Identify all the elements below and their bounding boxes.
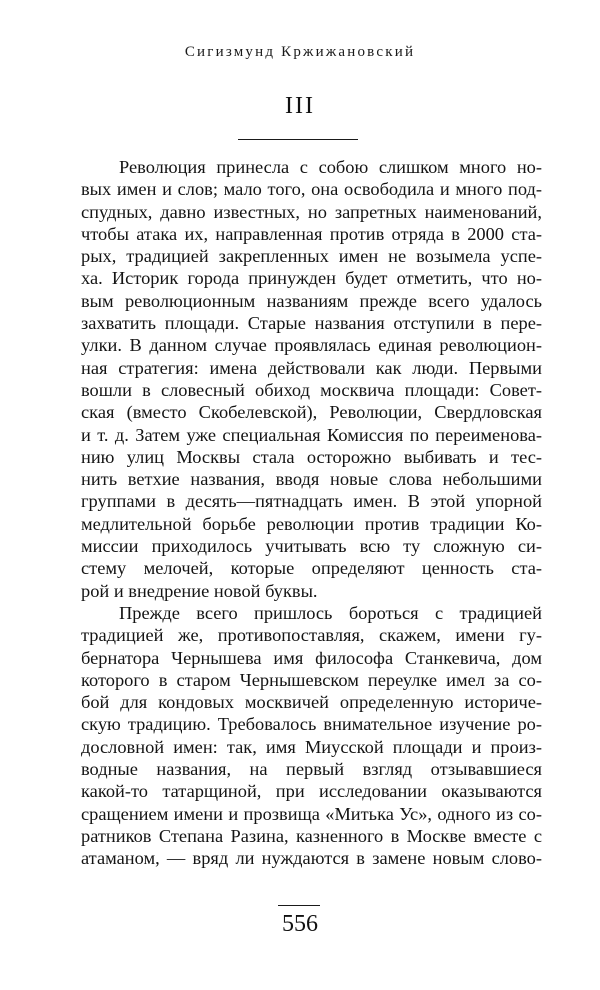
text-line: спудных, давно известных, но запретных наименований, <box>81 201 542 222</box>
text-line: рой и внедрение новой буквы. <box>81 580 318 601</box>
text-line: улки. В данном случае проявлялась единая революцион- <box>81 335 542 356</box>
text-line: миссии приходилось учитывать всю ту сложную си- <box>81 536 542 557</box>
text-line: Революция принесла с собою слишком много но- <box>119 157 542 177</box>
page-number: 556 <box>282 911 318 937</box>
text-line: медлительной борьбе революции против традиции Ко- <box>81 513 542 534</box>
text-line: атаманом, — вряд ли нуждаются в замене новым слово- <box>81 848 542 869</box>
running-head-author: Сигизмунд Кржижановский <box>184 44 416 60</box>
text-line: группами в десять—пятнадцать имен. В этой упорной <box>81 491 542 512</box>
text-line: стему мелочей, которые определяют ценность ста- <box>81 558 542 579</box>
text-line: бой для кондовых москвичей определенную историче- <box>81 692 542 713</box>
text-line: чтобы атака их, направленная против отряда в 2000 ста- <box>81 223 542 244</box>
text-line: скую традицию. Требовалось внимательное изучение ро- <box>81 714 542 735</box>
text-line: вым революционным названиям прежде всего удалось <box>81 290 542 311</box>
body-text <box>81 156 542 870</box>
text-line: ратников Степана Разина, казненного в Москве вместе с <box>81 825 542 846</box>
text-line: сращением имени и прозвища «Митька Ус», одного из со- <box>81 803 542 824</box>
chapter-number: III <box>285 93 315 119</box>
text-line: вошли в словесный обиход москвича площади: Совет- <box>81 379 542 400</box>
text-line: рых, традицией закрепленных имен не возымела успе- <box>81 246 542 267</box>
text-line: водные названия, на первый взгляд отзывавшиеся <box>81 759 542 780</box>
text-line: вых имен и слов; мало того, она освободила и много под- <box>81 179 542 200</box>
text-line: нию улиц Москвы стала осторожно выбивать и тес- <box>81 446 542 467</box>
text-line: бернатора Чернышева имя философа Станкевича, дом <box>81 647 542 668</box>
page-number-rule <box>278 905 320 906</box>
text-line: какой-то татарщиной, при исследовании оказываются <box>81 781 542 802</box>
text-line: и т. д. Затем уже специальная Комиссия по переименова- <box>81 424 542 445</box>
text-line: традицией же, противопоставляя, скажем, имени гу- <box>81 625 542 646</box>
text-line: ная стратегия: имена действовали как люди. Первыми <box>81 357 542 378</box>
chapter-divider-rule <box>238 139 358 140</box>
text-line: ская (вместо Скобелевской), Революции, Свердловская <box>81 402 542 423</box>
text-line: которого в старом Чернышевском переулке имел за со- <box>81 669 542 690</box>
text-line: Прежде всего пришлось бороться с традицией <box>119 602 542 623</box>
text-line: ха. Историк города принужден будет отметить, что но- <box>81 268 542 289</box>
text-line: захватить площади. Старые названия отступили в пере- <box>81 313 542 334</box>
text-line: дословной имен: так, имя Миусской площади и произ- <box>81 736 542 757</box>
text-line: нить ветхие названия, вводя новые слова небольшими <box>81 469 542 490</box>
